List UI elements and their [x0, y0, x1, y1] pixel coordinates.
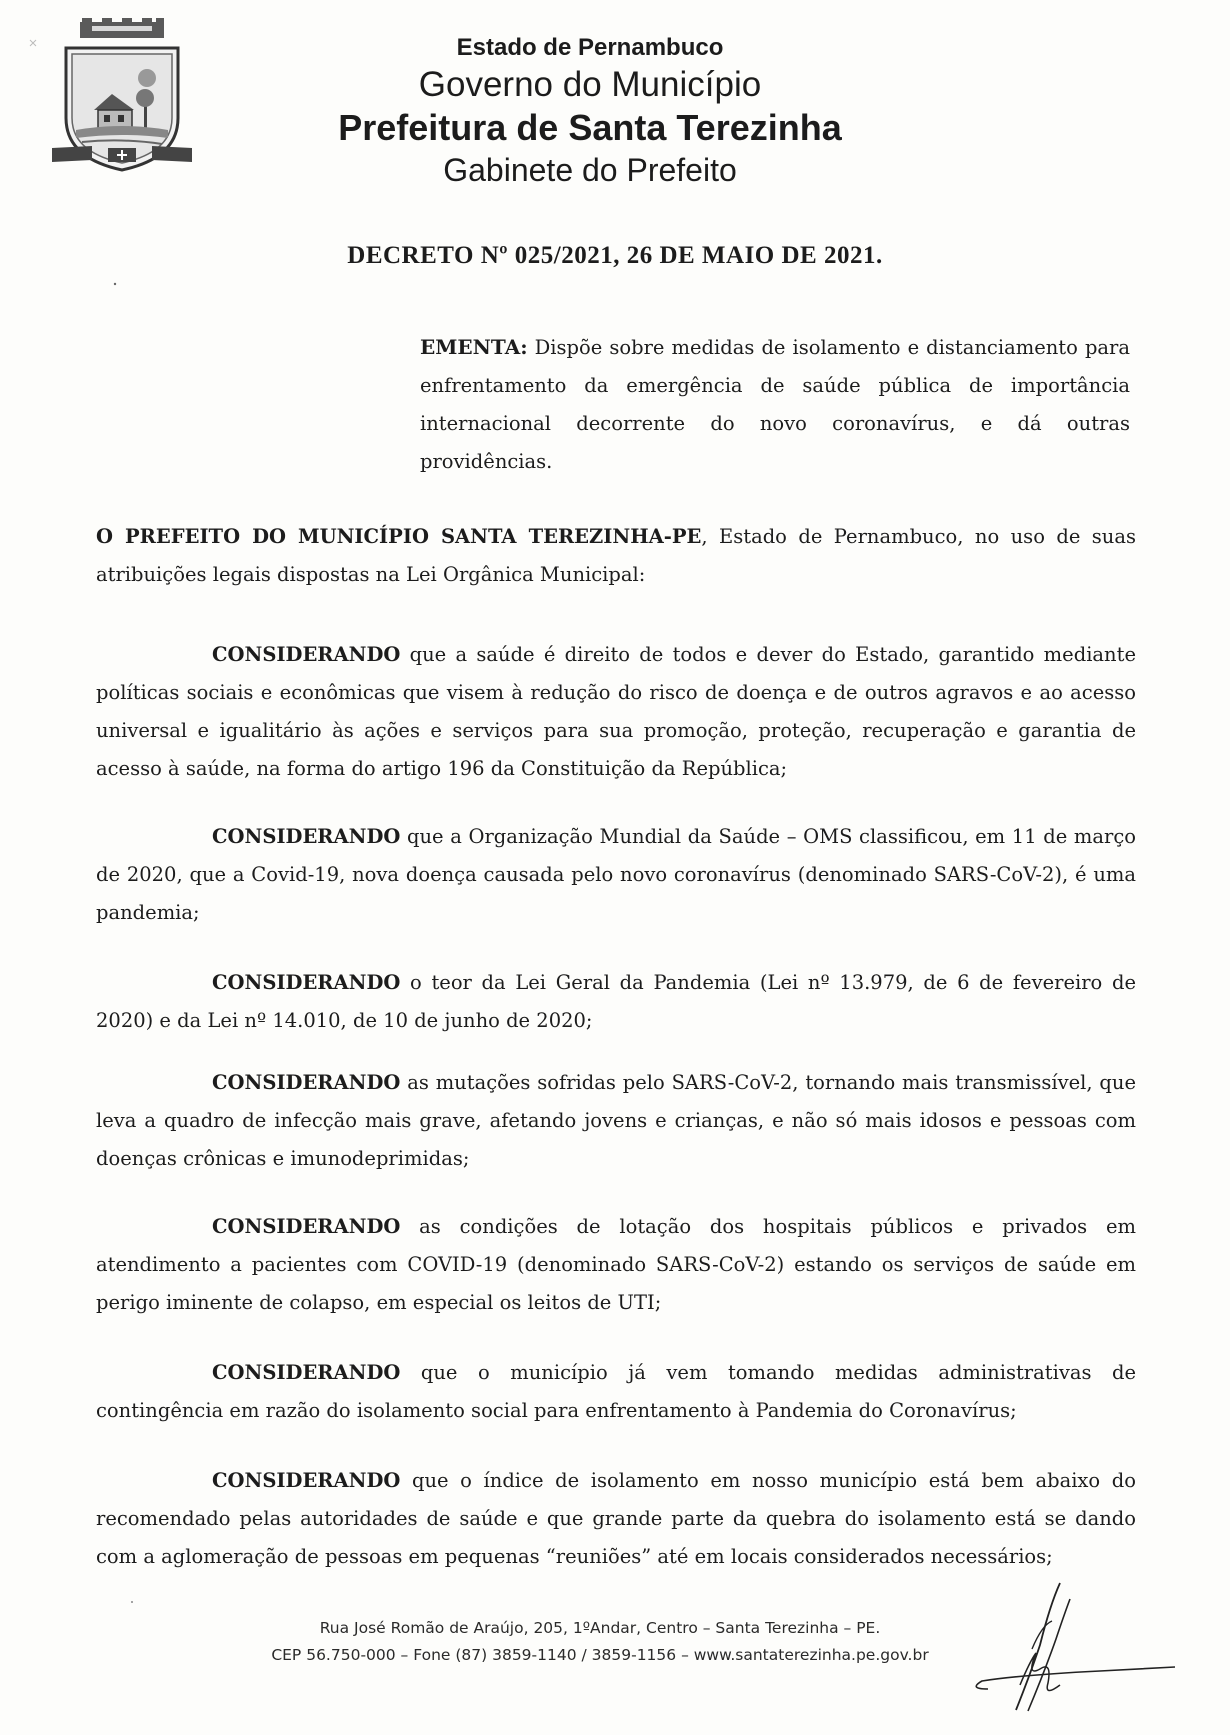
- government-name: Governo do Município: [418, 65, 762, 104]
- decree-title: DECRETO Nº 025/2021, 26 DE MAIO DE 2021.: [347, 242, 883, 269]
- ementa-block: [420, 328, 1130, 481]
- letterhead: [300, 30, 880, 190]
- consideration-4: [96, 1064, 1136, 1178]
- ementa-label: EMENTA:: [420, 335, 528, 359]
- consideration-label: CONSIDERANDO: [212, 1361, 401, 1384]
- consideration-label: CONSIDERANDO: [212, 1469, 401, 1492]
- municipal-crest-icon: [52, 18, 192, 178]
- cabinet-name: Gabinete do Prefeito: [443, 152, 737, 188]
- preamble: [96, 518, 1136, 594]
- preamble-label: O PREFEITO DO MUNICÍPIO SANTA TEREZINHA-PE: [96, 525, 702, 548]
- consideration-2: [96, 818, 1136, 932]
- consideration-3: [96, 964, 1136, 1040]
- consideration-6: [96, 1354, 1136, 1430]
- consideration-7: [96, 1462, 1136, 1576]
- signature-icon: [960, 1565, 1190, 1715]
- prefecture-name: Prefeitura de Santa Terezinha: [338, 107, 842, 148]
- consideration-text: que a Organização Mundial da Saúde – OMS classificou, em 11 de março de 2020, que a Covid-19, nova doença causada pelo novo coronavírus (denominado SARS-CoV-2), é uma pandemia;: [96, 825, 1136, 924]
- consideration-text: que o município já vem tomando medidas administrativas de contingência em razão do isolamento social para enfrentamento à Pandemia do Coronavírus;: [96, 1361, 1136, 1422]
- consideration-1: [96, 636, 1136, 788]
- footer-address: Rua José Romão de Araújo, 205, 1ºAndar, Centro – Santa Terezinha – PE.: [319, 1619, 881, 1637]
- consideration-5: [96, 1208, 1136, 1322]
- preamble-text: , Estado de Pernambuco, no uso de suas atribuições legais dispostas na Lei Orgânica Municipal:: [96, 525, 1136, 586]
- consideration-text: as mutações sofridas pelo SARS-CoV-2, tornando mais transmissível, que leva a quadro de infecção mais grave, afetando jovens e crianças, e não só mais idosos e pessoas com doenças crônicas e imunodeprimidas;: [96, 1071, 1136, 1170]
- footer-contact: CEP 56.750-000 – Fone (87) 3859-1140 / 3859-1156 – www.santaterezinha.pe.gov.br: [271, 1646, 929, 1664]
- consideration-label: CONSIDERANDO: [212, 1215, 401, 1238]
- consideration-label: CONSIDERANDO: [212, 1071, 401, 1094]
- consideration-label: CONSIDERANDO: [212, 825, 401, 848]
- consideration-text: que o índice de isolamento em nosso município está bem abaixo do recomendado pelas autoridades de saúde e que grande parte da quebra do isolamento está se dando com a aglomeração de pessoas em pequenas “reuniões” até em locais considerados necessários;: [96, 1469, 1136, 1568]
- consideration-label: CONSIDERANDO: [212, 971, 401, 994]
- consideration-text: o teor da Lei Geral da Pandemia (Lei nº 13.979, de 6 de fevereiro de 2020) e da Lei nº 14.010, de 10 de junho de 2020;: [96, 971, 1136, 1032]
- consideration-label: CONSIDERANDO: [212, 643, 401, 666]
- ementa-text: Dispõe sobre medidas de isolamento e distanciamento para enfrentamento da emergência de saúde pública de importância internacional decorrente do novo coronavírus, e dá outras providências.: [420, 336, 1130, 473]
- consideration-text: as condições de lotação dos hospitais públicos e privados em atendimento a pacientes com COVID-19 (denominado SARS-CoV-2) estando os serviços de saúde em perigo iminente de colapso, em especial os leitos de UTI;: [96, 1215, 1136, 1314]
- state-name: Estado de Pernambuco: [456, 34, 724, 61]
- footer: [220, 1615, 980, 1669]
- consideration-text: que a saúde é direito de todos e dever do Estado, garantido mediante políticas sociais e econômicas que visem à redução do risco de doença e de outros agravos e ao acesso universal e igualitário às ações e serviços para sua promoção, proteção, recuperação e garantia de acesso à saúde, na forma do artigo 196 da Constituição da República;: [96, 643, 1136, 780]
